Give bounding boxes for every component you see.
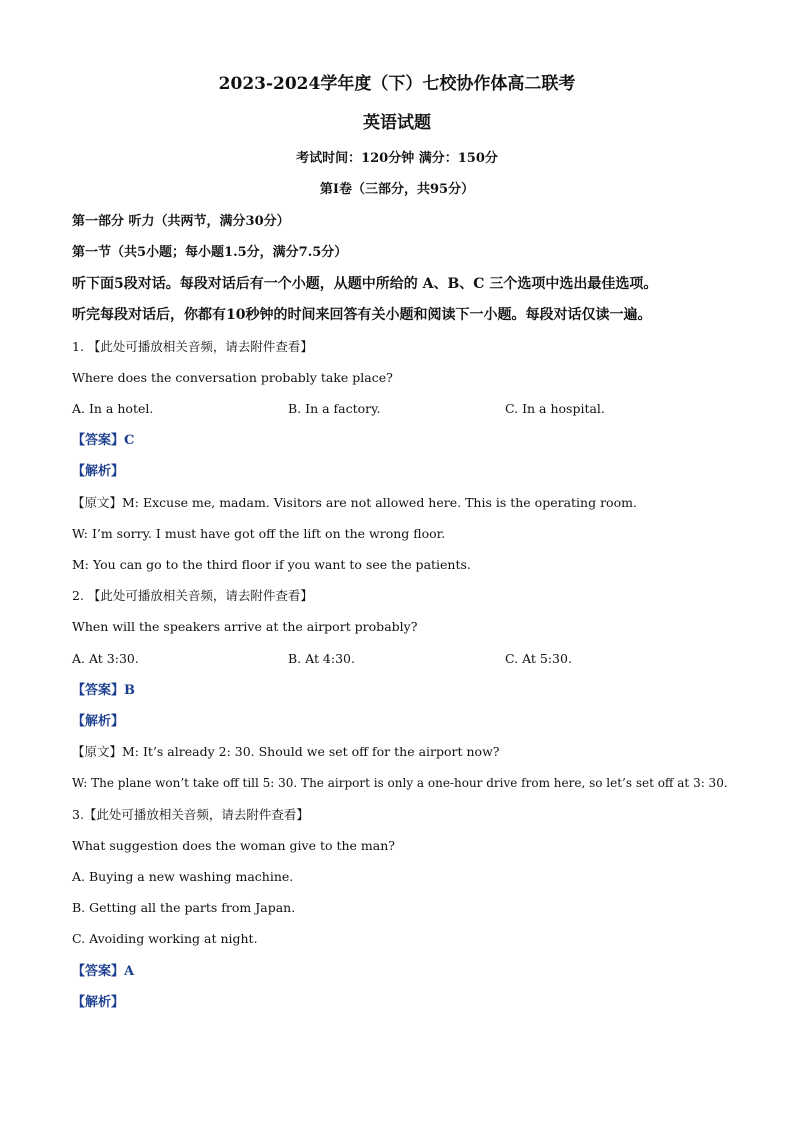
exam-info: 考试时间：120分钟 满分：150分 xyxy=(296,151,498,166)
option-a: A. Buying a new washing machine. xyxy=(72,869,294,884)
question-stem: What suggestion does the woman give to the man? xyxy=(72,838,395,853)
analysis-label: 【解析】 xyxy=(72,464,125,479)
transcript-line: W: I’m sorry. I must have got off the lift on the wrong floor. xyxy=(72,526,446,541)
option-c: C. In a hospital. xyxy=(505,401,605,416)
question-stem: Where does the conversation probably take place? xyxy=(72,370,393,385)
option-b: B. Getting all the parts from Japan. xyxy=(72,900,296,915)
volume-heading: 第Ⅰ卷（三部分，共95分） xyxy=(319,182,475,197)
option-b: B. At 4:30. xyxy=(288,651,355,666)
transcript-line: 【原文】M: It’s already 2: 30. Should we set off for the airport now? xyxy=(72,744,500,759)
option-a: A. At 3:30. xyxy=(72,651,139,666)
question-header: 1. 【此处可播放相关音频，请去附件查看】 xyxy=(72,339,313,354)
question-stem: When will the speakers arrive at the airport probably? xyxy=(72,619,418,634)
analysis-label: 【解析】 xyxy=(72,995,125,1010)
option-a: A. In a hotel. xyxy=(72,401,154,416)
part-heading: 第一部分 听力（共两节，满分30分） xyxy=(72,214,290,229)
transcript-line: 【原文】M: Excuse me, madam. Visitors are not allowed here. This is the operating room. xyxy=(72,495,637,510)
instruction-line: 听完每段对话后，你都有10秒钟的时间来回答有关小题和阅读下一小题。每段对话仅读一遍。 xyxy=(72,307,652,323)
section-heading: 第一节（共5小题；每小题1.5分，满分7.5分） xyxy=(72,245,348,260)
option-b: B. In a factory. xyxy=(288,401,381,416)
transcript-line: W: The plane won’t take off till 5: 30. The airport is only a one-hour drive from here, so let’s set off at 3: 30. xyxy=(72,776,728,790)
question-header: 3.【此处可播放相关音频，请去附件查看】 xyxy=(72,807,309,822)
subject-title: 英语试题 xyxy=(363,113,431,133)
option-c: C. At 5:30. xyxy=(505,651,572,666)
option-c: C. Avoiding working at night. xyxy=(72,931,258,946)
transcript-line: M: You can go to the third floor if you want to see the patients. xyxy=(72,557,471,572)
analysis-label: 【解析】 xyxy=(72,714,125,729)
instruction-line: 听下面5段对话。每段对话后有一个小题，从题中所给的 A、B、C 三个选项中选出最佳选项。 xyxy=(72,276,658,292)
answer-label: 【答案】A xyxy=(72,964,135,979)
exam-title: 2023-2024学年度（下）七校协作体高二联考 xyxy=(218,74,576,94)
answer-label: 【答案】C xyxy=(72,433,135,448)
answer-label: 【答案】B xyxy=(72,683,135,698)
question-header: 2. 【此处可播放相关音频，请去附件查看】 xyxy=(72,588,313,603)
